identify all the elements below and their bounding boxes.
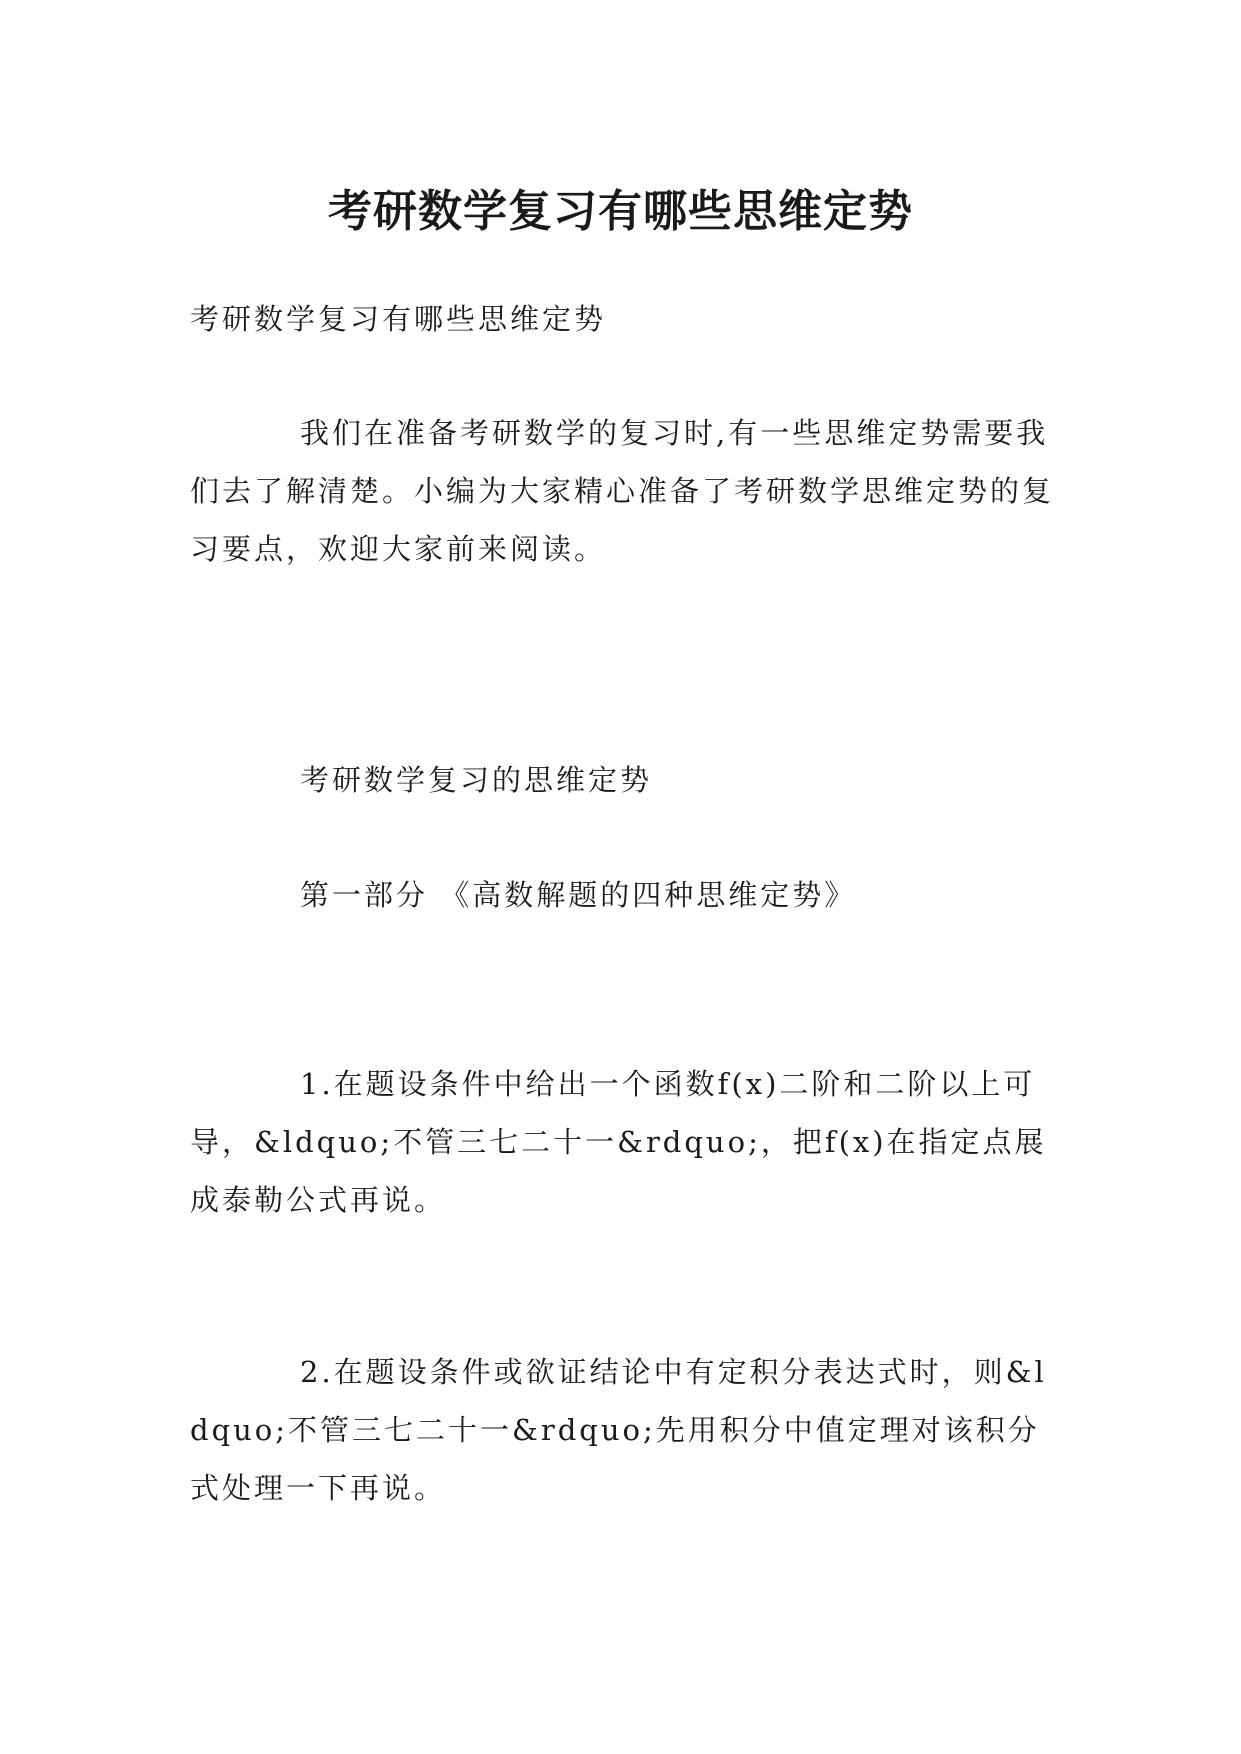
part-one-title: 第一部分 《高数解题的四种思维定势》 [300,878,857,912]
document-subtitle: 考研数学复习有哪些思维定势 [190,302,607,336]
section-heading: 考研数学复习的思维定势 [300,763,653,797]
list-item-1: 1.在题设条件中给出一个函数f(x)二阶和二阶以上可导，&ldquo;不管三七二十一&rdquo;，把f(x)在指定点展成泰勒公式再说。 [190,1067,1047,1217]
intro-paragraph: 我们在准备考研数学的复习时,有一些思维定势需要我们去了解清楚。小编为大家精心准备了考研数学思维定势的复习要点，欢迎大家前来阅读。 [190,416,1055,566]
document-title: 考研数学复习有哪些思维定势 [328,186,913,238]
list-item-2: 2.在题设条件或欲证结论中有定积分表达式时，则&ldquo;不管三七二十一&rdquo;先用积分中值定理对该积分式处理一下再说。 [190,1355,1047,1505]
